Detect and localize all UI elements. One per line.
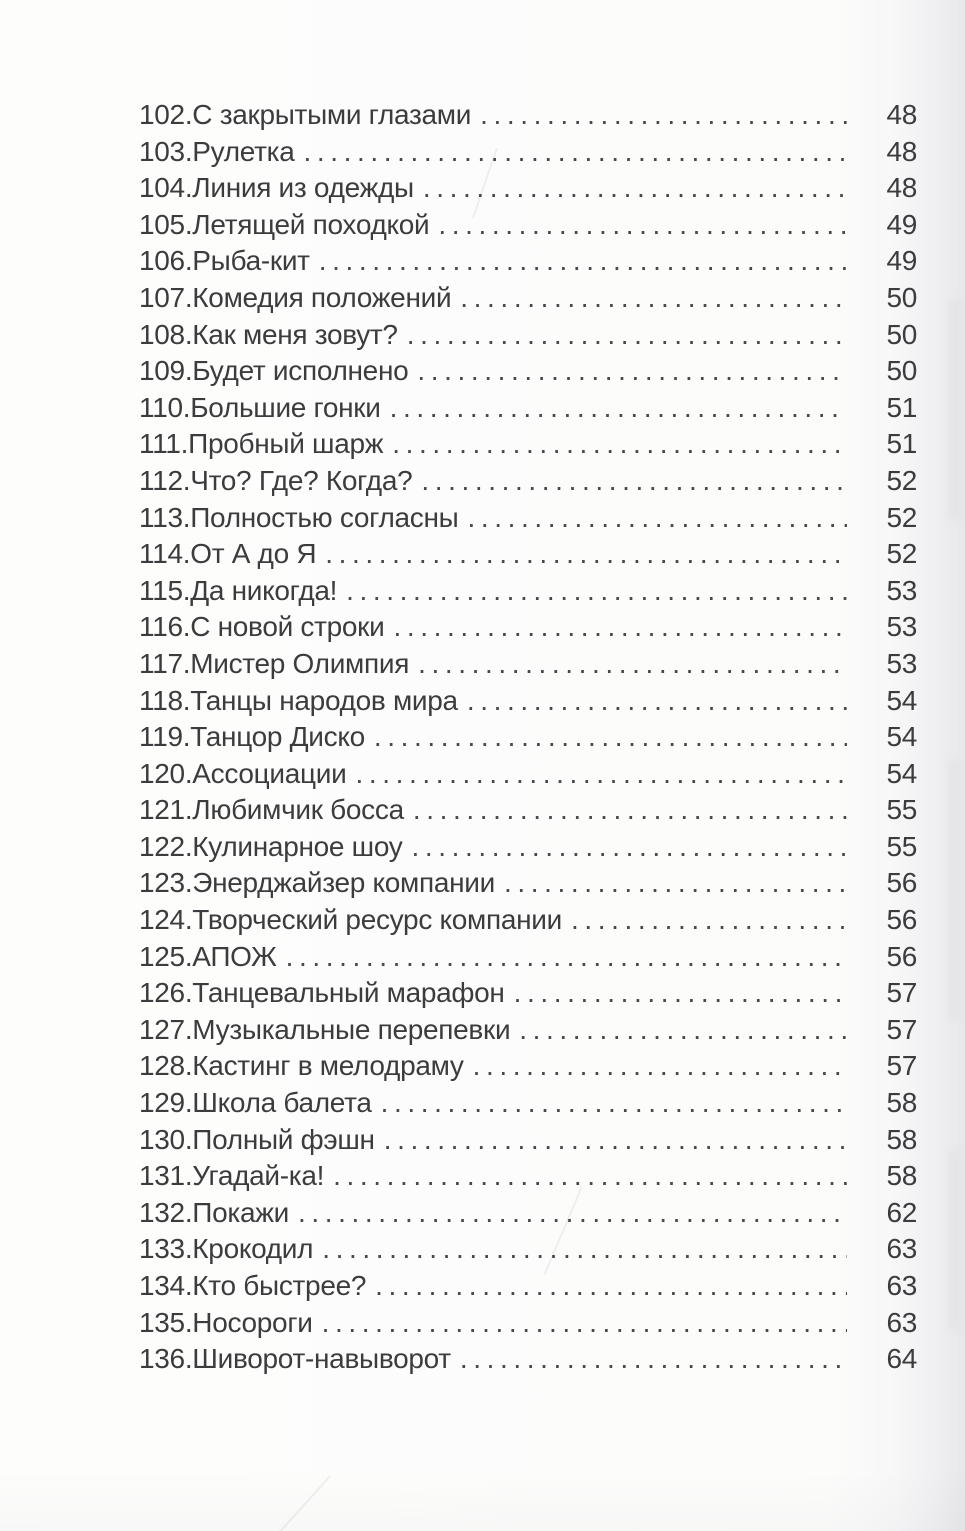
toc-row	[139, 1195, 917, 1232]
toc-page-number: 63	[886, 1306, 917, 1338]
toc-entry-label: 131.Угадай-ка!	[139, 1160, 325, 1192]
dot-leader	[381, 390, 847, 427]
dot-leader	[403, 829, 848, 866]
toc-row	[139, 609, 917, 646]
toc-row	[139, 1012, 917, 1049]
toc-entry-label: 119.Танцор Диско	[139, 721, 365, 753]
toc-page-number: 62	[886, 1196, 917, 1228]
dot-leader	[495, 865, 847, 902]
scan-bleedthrough-smudge	[947, 300, 961, 520]
toc-page-number: 52	[886, 538, 917, 570]
dot-leader	[295, 134, 848, 171]
toc-page-number: 55	[886, 830, 917, 862]
toc-row	[139, 170, 917, 207]
dot-leader	[412, 463, 847, 500]
dot-leader	[458, 683, 847, 720]
toc-page-number: 50	[886, 281, 917, 313]
toc-page-number: 58	[886, 1087, 917, 1119]
dot-leader	[337, 573, 847, 610]
toc-page-number: 52	[886, 464, 917, 496]
dot-leader	[310, 243, 847, 280]
dot-leader	[505, 975, 847, 1012]
dot-leader	[375, 1122, 847, 1159]
toc-row	[139, 829, 917, 866]
toc-row	[139, 1048, 917, 1085]
toc-row	[139, 500, 917, 537]
dot-leader	[429, 207, 847, 244]
toc-page-number: 57	[886, 1013, 917, 1045]
toc-row	[139, 426, 917, 463]
toc-entry-label: 130.Полный фэшн	[139, 1123, 375, 1155]
dot-leader	[346, 756, 847, 793]
toc-entry-label: 103.Рулетка	[139, 135, 295, 167]
toc-row	[139, 756, 917, 793]
dot-leader	[451, 280, 847, 317]
dot-leader	[471, 97, 847, 134]
dot-leader	[398, 317, 847, 354]
toc-row	[139, 390, 917, 427]
toc-row	[139, 1341, 917, 1378]
dot-leader	[383, 426, 847, 463]
toc-entry-label: 114.От А до Я	[139, 538, 317, 570]
toc-entry-label: 115.Да никогда!	[139, 574, 338, 606]
toc-page-number: 54	[886, 757, 917, 789]
toc-entry-label: 123.Энерджайзер компании	[139, 867, 495, 899]
toc-entry-label: 113.Полностью согласны	[139, 501, 459, 533]
toc-row	[139, 317, 917, 354]
toc-entry-label: 110.Большие гонки	[139, 391, 381, 423]
toc-row	[139, 865, 917, 902]
toc-row	[139, 1305, 917, 1342]
toc-entry-label: 106.Рыба-кит	[139, 245, 310, 277]
toc-entry-label: 125.АПОЖ	[139, 940, 277, 972]
dot-leader	[458, 500, 847, 537]
toc-entry-label: 105.Летящей походкой	[139, 208, 430, 240]
toc-page-number: 53	[886, 611, 917, 643]
toc-entry-label: 107.Комедия положений	[139, 281, 452, 313]
toc-row	[139, 792, 917, 829]
toc-page-number: 63	[886, 1270, 917, 1301]
toc-page-number: 48	[886, 135, 917, 167]
dot-leader	[451, 1341, 847, 1378]
dot-leader	[277, 939, 847, 976]
toc-page-number: 56	[886, 867, 917, 899]
toc-page-number: 51	[886, 428, 917, 460]
dot-leader	[384, 609, 847, 646]
toc-row	[139, 1268, 917, 1305]
toc-entry-label: 104.Линия из одежды	[139, 172, 414, 204]
toc-page-number: 49	[886, 245, 917, 277]
dot-leader	[313, 1231, 847, 1268]
toc-page-number: 57	[886, 1050, 917, 1082]
toc-page-number: 56	[886, 904, 917, 936]
toc-entry-label: 132.Покажи	[139, 1196, 290, 1228]
toc-page-number: 53	[886, 574, 917, 606]
toc-row	[139, 463, 917, 500]
dot-leader	[372, 1085, 847, 1122]
toc-row	[139, 646, 917, 683]
toc-list	[139, 97, 917, 1378]
dot-leader	[562, 902, 847, 939]
toc-entry-label: 112.Что? Где? Когда?	[139, 464, 413, 496]
toc-entry-label: 108.Как меня зовут?	[139, 318, 398, 350]
toc-entry-label: 134.Кто быстрее?	[139, 1270, 367, 1301]
toc-entry-label: 120.Ассоциации	[139, 757, 347, 789]
toc-entry-label: 116.С новой строки	[139, 611, 385, 643]
toc-page-number: 57	[886, 977, 917, 1009]
toc-entry-label: 124.Творческий ресурс компании	[139, 904, 562, 936]
toc-page-number: 48	[886, 99, 917, 130]
dot-leader	[324, 1158, 847, 1195]
toc-entry-label: 136.Шиворот-навыворот	[139, 1343, 451, 1375]
dot-leader	[408, 353, 847, 390]
toc-entry-label: 129.Школа балета	[139, 1087, 372, 1119]
toc-row	[139, 536, 917, 573]
toc-row	[139, 975, 917, 1012]
toc-page-number: 58	[886, 1160, 917, 1192]
scan-scratch	[277, 1475, 331, 1531]
toc-row	[139, 280, 917, 317]
scan-bleedthrough-smudge	[947, 760, 959, 1020]
dot-leader	[316, 536, 847, 573]
toc-row	[139, 683, 917, 720]
toc-entry-label: 126.Танцевальный марафон	[139, 977, 505, 1009]
toc-row	[139, 719, 917, 756]
toc-entry-label: 117.Мистер Олимпия	[139, 647, 410, 679]
toc-row	[139, 353, 917, 390]
toc-entry-label: 122.Кулинарное шоу	[139, 830, 403, 862]
dot-leader	[404, 792, 847, 829]
toc-page-number: 56	[886, 940, 917, 972]
toc-row	[139, 1231, 917, 1268]
toc-entry-label: 111.Пробный шарж	[139, 428, 384, 460]
toc-row	[139, 902, 917, 939]
toc-row	[139, 134, 917, 171]
toc-page-number: 53	[886, 647, 917, 679]
toc-row	[139, 1085, 917, 1122]
dot-leader	[289, 1195, 847, 1232]
dot-leader	[510, 1012, 847, 1049]
toc-entry-label: 127.Музыкальные перепевки	[139, 1013, 511, 1045]
toc-page-number: 58	[886, 1123, 917, 1155]
toc-row	[139, 573, 917, 610]
toc-page-number: 54	[886, 684, 917, 716]
dot-leader	[313, 1305, 847, 1342]
toc-entry-label: 133.Крокодил	[139, 1233, 314, 1265]
toc-page-number: 49	[886, 208, 917, 240]
toc-page-number: 48	[886, 172, 917, 204]
toc-entry-label: 109.Будет исполнено	[139, 355, 409, 387]
toc-row	[139, 207, 917, 244]
toc-entry-label: 102.С закрытыми глазами	[139, 99, 472, 130]
toc-row	[139, 97, 917, 134]
toc-row	[139, 1158, 917, 1195]
toc-entry-label: 118.Танцы народов мира	[139, 684, 458, 716]
toc-page-number: 50	[886, 355, 917, 387]
dot-leader	[409, 646, 847, 683]
toc-page-number: 51	[886, 391, 917, 423]
toc-page-number: 63	[886, 1233, 917, 1265]
toc-row	[139, 243, 917, 280]
toc-page-number: 54	[886, 721, 917, 753]
toc-row	[139, 939, 917, 976]
dot-leader	[365, 719, 847, 756]
toc-entry-label: 128.Кастинг в мелодраму	[139, 1050, 464, 1082]
scan-bleedthrough-smudge	[947, 1150, 960, 1330]
toc-page-number: 64	[886, 1343, 917, 1375]
toc-row	[139, 1122, 917, 1159]
dot-leader	[464, 1048, 847, 1085]
toc-page-number: 50	[886, 318, 917, 350]
toc-entry-label: 121.Любимчик босса	[139, 794, 404, 826]
toc-page-number: 55	[886, 794, 917, 826]
dot-leader	[366, 1268, 847, 1305]
toc-entry-label: 135.Носороги	[139, 1306, 313, 1338]
toc-page-number: 52	[886, 501, 917, 533]
